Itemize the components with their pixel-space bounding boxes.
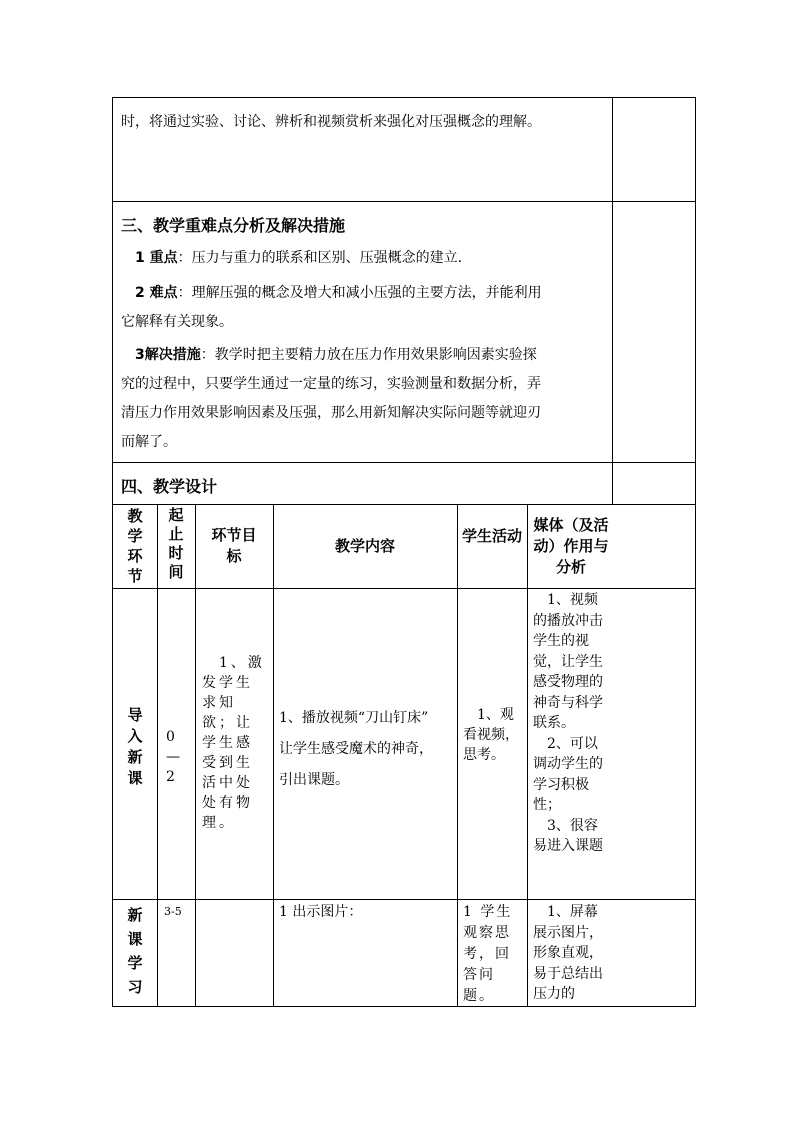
difficulty-text-1: ：理解压强的概念及增大和减小压强的主要方法，并能利用 (177, 285, 542, 301)
row-divider-header (112, 588, 696, 589)
section4-heading: 四、教学设计 (121, 477, 218, 496)
difficulty-line-1 (121, 279, 607, 308)
row1-media-1: 1、视频的播放冲击学生的视觉，让学生感受物理的神奇与科学联系。 (533, 592, 603, 731)
row1-content (279, 703, 455, 796)
solution-text-1: ：教学时把主要精力放在压力作用效果影响因素实验探 (200, 347, 537, 363)
header-stage: 教学环节 (127, 507, 143, 585)
key-point-text: ：压力与重力的联系和区别、压强概念的建立. (177, 250, 463, 266)
header-content: 教学内容 (334, 537, 395, 555)
row2-time: 3-5 (164, 905, 182, 918)
difficulty-label: 2 难点 (135, 285, 178, 301)
solution-line-1 (121, 341, 607, 370)
col-divider-4 (457, 504, 458, 1007)
solution-line-3: 清压力作用效果影响因素及压强，那么用新知解决实际问题等就迎刃 (121, 405, 541, 421)
row2-media: 1、屏幕展示图片，形象直观，易于总结出压力的 (533, 904, 603, 1002)
row1-content-line-3: 引出课题。 (279, 772, 349, 788)
row1-media-2: 2、可以调动学生的学习积极性； (533, 735, 603, 813)
col-divider-5 (527, 504, 528, 1007)
row-divider-section3 (112, 462, 696, 463)
row1-student: 1、观看视频，思考。 (463, 707, 519, 763)
row-divider-row1 (112, 899, 696, 900)
row-divider-intro (112, 201, 696, 202)
row-divider-section4 (112, 504, 696, 505)
row1-content-line-2: 让学生感受魔术的神奇， (279, 741, 433, 757)
row1-media-3: 3、很容易进入课题 (533, 817, 603, 854)
right-column-divider (612, 97, 613, 504)
section3-body (121, 244, 607, 457)
header-goal: 环节目标 (211, 526, 257, 565)
solution-line-2: 究的过程中，只要学生通过一定量的练习，实验测量和数据分析，弄 (121, 376, 541, 392)
row1-media (533, 590, 609, 857)
difficulty-line-2: 它解释有关现象。 (121, 314, 233, 330)
key-point-label: 1 重点 (135, 250, 178, 266)
intro-text: 时，将通过实验、讨论、辨析和视频赏析来强化对压强概念的理解。 (121, 114, 541, 130)
row1-goal: 1、激发学生求知欲；让学生感受到生活中处处有物理。 (202, 655, 265, 831)
header-time: 起止时间 (168, 506, 184, 581)
row1-time: 0—2 (166, 729, 180, 785)
solution-line-4: 而解了。 (121, 434, 177, 450)
row2-stage: 新课学习 (127, 906, 143, 996)
key-point-line (121, 244, 607, 273)
row2-student: 1 学生观察思考，回答问题。 (463, 904, 513, 1004)
row2-content: 1 出示图片： (279, 904, 363, 920)
row1-content-line-1: 1、播放视频“刀山钉床” (279, 710, 429, 726)
section3-heading: 三、教学重难点分析及解决措施 (121, 216, 346, 235)
col-divider-3 (273, 504, 274, 1007)
header-media: 媒体（及活动）作用与分析 (533, 516, 609, 576)
solution-label: 3解决措施 (135, 347, 201, 363)
col-divider-2 (195, 504, 196, 1007)
col-divider-1 (157, 504, 158, 1007)
row1-stage: 导入新课 (127, 706, 143, 787)
header-student: 学生活动 (462, 527, 523, 545)
